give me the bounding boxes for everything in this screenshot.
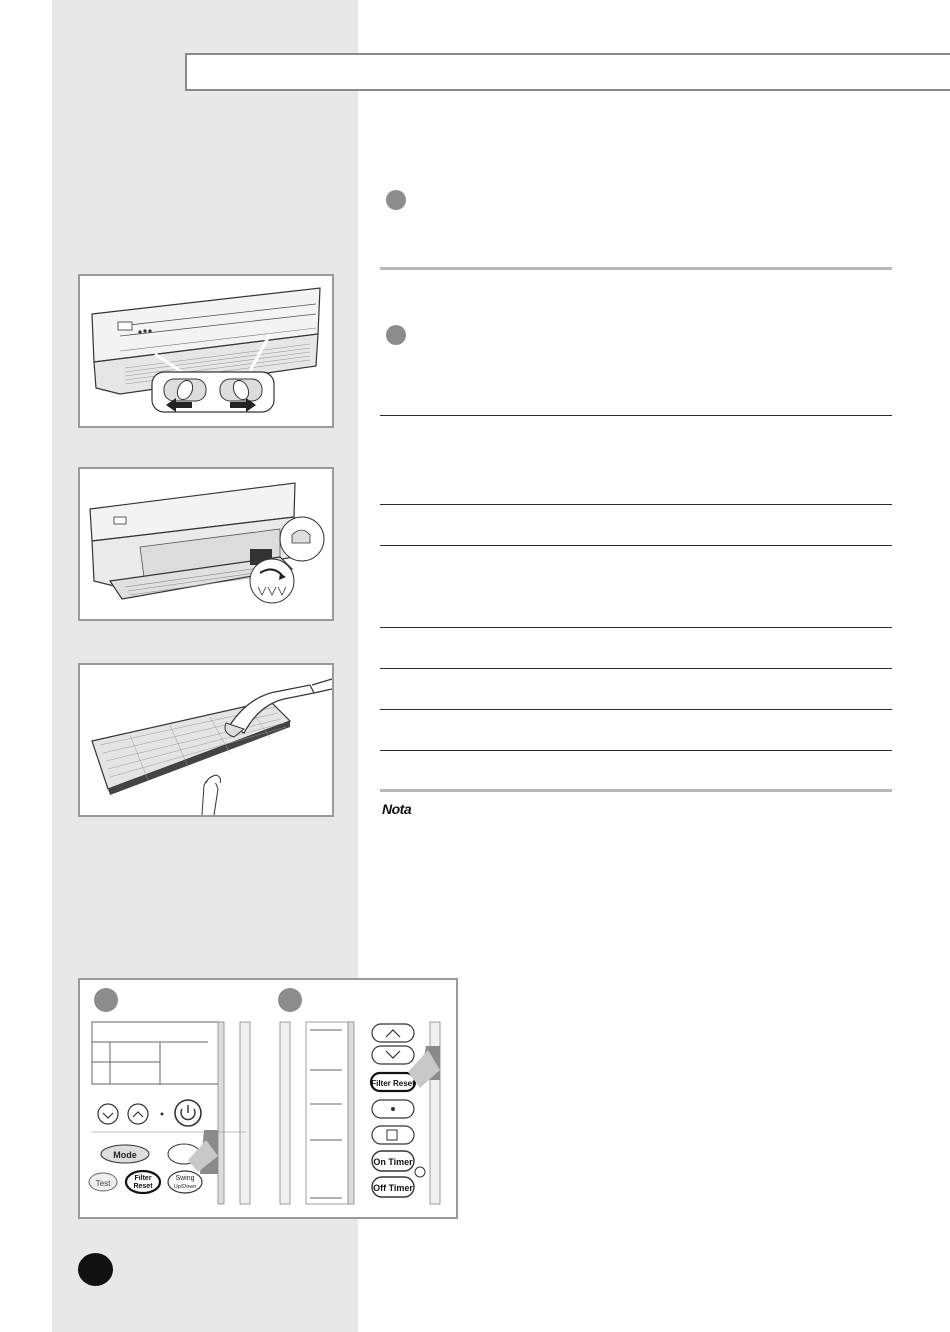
page-number-badge [78,1253,113,1286]
table-rule-5 [380,668,892,669]
section-divider-top [380,267,892,270]
table-rule-6 [380,709,892,710]
panel-latch-release-illustration [80,276,332,426]
filter-vacuum-cleaning-illustration [80,665,332,815]
figure-panel-latch [78,274,334,428]
step-marker-1 [386,190,406,210]
panel-open-filter-illustration [80,469,332,619]
off-timer-label: Off Timer [373,1183,413,1193]
figure-panel-open [78,467,334,621]
section-divider-bottom [380,789,892,792]
figure-filter-cleaning [78,663,334,817]
control-panel-filter-reset-illustration [80,980,456,1217]
filter-reset-label-line2: Reset [133,1183,153,1190]
test-button-label: Test [95,1179,111,1188]
filter-reset-label-line1: Filter [134,1175,152,1182]
table-rule-7 [380,750,892,751]
section-title-box [185,53,950,91]
table-rule-2 [380,504,892,505]
swing-label-line2: Up/Down [173,1184,197,1190]
panel-b-marker [278,988,302,1012]
swing-label-line1: Swing [175,1175,195,1182]
figure-control-panels [78,978,458,1219]
mode-button-label: Mode [113,1150,137,1160]
panel-a-marker [94,988,118,1012]
step-marker-2 [386,325,406,345]
filter-reset-right-label: Filter Reset [371,1079,415,1088]
table-rule-3 [380,545,892,546]
on-timer-label: On Timer [373,1157,413,1167]
table-rule-4 [380,627,892,628]
table-rule-1 [380,415,892,416]
note-label: Nota [382,801,412,817]
